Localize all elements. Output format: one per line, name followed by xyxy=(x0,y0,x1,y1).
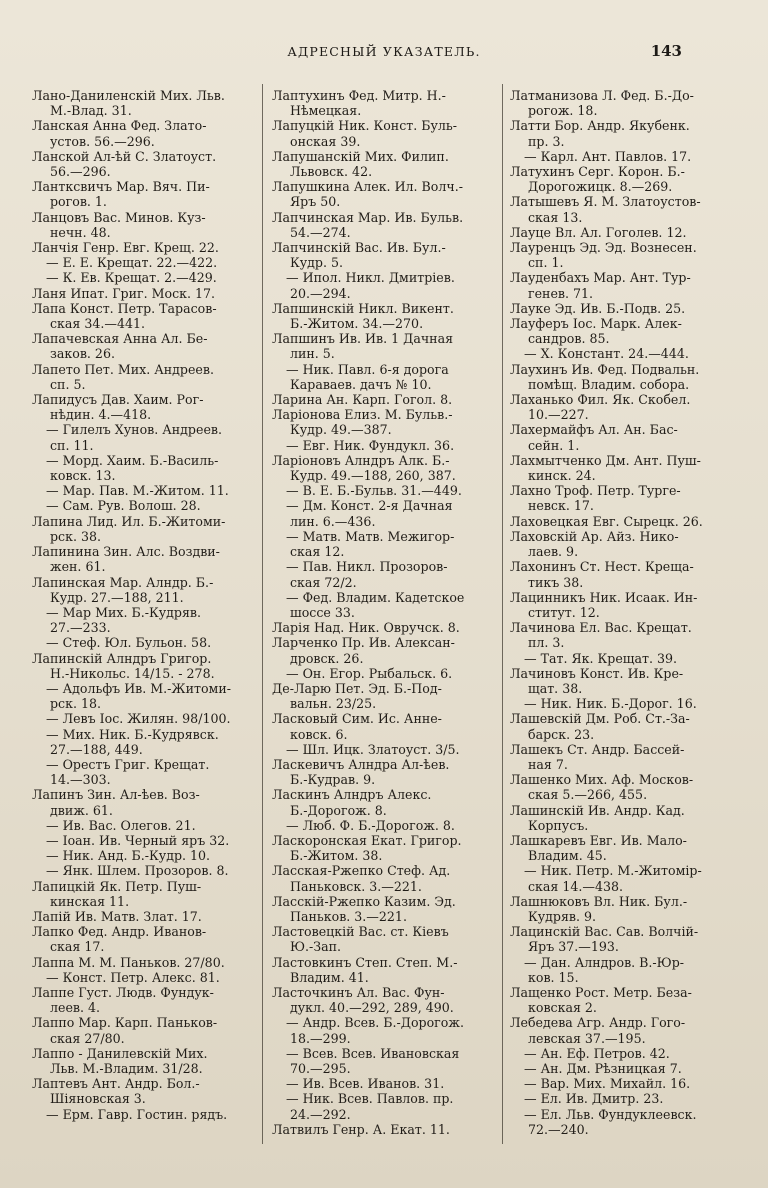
entry-continuation: 56.—296. xyxy=(50,164,111,180)
entry-continuation: сп. 11. xyxy=(50,437,94,453)
directory-entry: — Дм. Конст. 2-я Дачная xyxy=(286,498,453,514)
directory-entry: Ланской Ал-ѣй С. Златоуст. xyxy=(32,148,217,164)
directory-entry: — Ник. Павл. 6-я дорога xyxy=(286,361,449,377)
directory-entry: Лашнюковъ Вл. Ник. Бул.- xyxy=(510,893,688,909)
directory-entry: Ларченко Пр. Ив. Алексан- xyxy=(272,635,455,651)
directory-entry: — Ник. Анд. Б.-Кудр. 10. xyxy=(46,848,211,864)
directory-entry: Лачиновъ Конст. Ив. Кре- xyxy=(510,665,684,681)
directory-entry: Лапидусъ Дав. Хаим. Рог- xyxy=(32,392,204,408)
column-2 xyxy=(272,88,504,1137)
directory-entry: Лашкаревъ Евг. Ив. Мало- xyxy=(510,832,687,848)
entry-continuation: рск. 18. xyxy=(50,696,102,712)
directory-entry: — Вар. Мих. Михайл. 16. xyxy=(524,1076,691,1092)
entry-continuation: нечн. 48. xyxy=(50,224,111,240)
directory-entry: — Морд. Хаим. Б.-Василь- xyxy=(46,452,219,468)
entry-continuation: 18.—299. xyxy=(290,1030,351,1046)
entry-continuation: Владим. 45. xyxy=(528,848,607,864)
entry-continuation: вальн. 23/25. xyxy=(290,696,377,712)
entry-continuation: 24.—292. xyxy=(290,1106,351,1122)
directory-entry: Лапицкій Як. Петр. Пуш- xyxy=(32,878,202,894)
directory-entry: Лахмытченко Дм. Ант. Пуш- xyxy=(510,452,701,468)
directory-entry: Лапчинскій Вас. Ив. Бул.- xyxy=(272,240,446,256)
entry-continuation: заков. 26. xyxy=(50,346,115,362)
directory-entry: — К. Ев. Крещат. 2.—429. xyxy=(46,270,217,286)
directory-entry: Лаухинъ Ив. Фед. Подвальн. xyxy=(510,361,700,377)
entry-continuation: 27.—188, 449. xyxy=(50,741,143,757)
entry-continuation: ская 13. xyxy=(528,209,583,225)
entry-continuation: Паньков. 3.—221. xyxy=(290,908,407,924)
entry-continuation: рогов. 1. xyxy=(50,194,107,210)
entry-continuation: Паньковск. 3.—221. xyxy=(290,878,422,894)
directory-entry: Лаптухинъ Фед. Митр. Н.- xyxy=(272,88,446,103)
entry-continuation: движ. 61. xyxy=(50,802,113,818)
running-title: АДРЕСНЫЙ УКАЗАТЕЛЬ. xyxy=(287,44,481,59)
entry-continuation: сейн. 1. xyxy=(528,437,580,453)
entry-continuation: леев. 4. xyxy=(50,1000,101,1016)
directory-entry: Латухинъ Серг. Корон. Б.- xyxy=(510,164,685,180)
entry-continuation: сп. 5. xyxy=(50,376,86,392)
entry-continuation: щат. 38. xyxy=(528,680,583,696)
entry-continuation: сп. 1. xyxy=(528,255,564,271)
directory-entry: Лапшинъ Ив. Ив. 1 Дачная xyxy=(272,331,454,347)
entry-continuation: ская 14.—438. xyxy=(528,878,624,894)
entry-continuation: Яръ 37.—193. xyxy=(528,939,619,955)
directory-entry: — Ерм. Гавр. Гостин. рядъ. xyxy=(46,1106,228,1122)
directory-entry: Де-Ларю Пет. Эд. Б.-Под- xyxy=(272,680,442,696)
directory-entry: — Фед. Владим. Кадетское xyxy=(286,589,465,605)
entry-continuation: онская 39. xyxy=(290,133,361,149)
directory-entry: — Орестъ Григ. Крещат. xyxy=(46,756,210,772)
directory-entry: Ласковый Сим. Ис. Анне- xyxy=(272,711,442,727)
directory-entry: Лашекъ Ст. Андр. Бассей- xyxy=(510,741,685,757)
directory-entry: Ласская-Ржепко Стеф. Ад. xyxy=(272,863,451,879)
directory-entry: Лауце Вл. Ал. Гоголев. 12. xyxy=(510,224,687,240)
entry-continuation: дукл. 40.—292, 289, 490. xyxy=(290,1000,454,1016)
column-1 xyxy=(32,88,268,1122)
page-header xyxy=(0,44,768,64)
directory-entry: Ласкевичъ Алндра Ал-ѣев. xyxy=(272,756,450,772)
entry-continuation: нѣдин. 4.—418. xyxy=(50,407,152,423)
entry-continuation: рогож. 18. xyxy=(528,103,598,119)
directory-entry: — Е. Е. Крещат. 22.—422. xyxy=(46,255,218,271)
directory-entry: Лашенко Мих. Аф. Москов- xyxy=(510,772,694,788)
directory-entry: Лапето Пет. Мих. Андреев. xyxy=(32,361,214,377)
directory-entry: Лауренцъ Эд. Эд. Вознесен. xyxy=(510,240,697,256)
directory-entry: Лапчинская Мар. Ив. Бульв. xyxy=(272,209,464,225)
directory-entry: Ластовкинъ Степ. Степ. М.- xyxy=(272,954,458,970)
directory-entry: Лауферъ Іос. Марк. Алек- xyxy=(510,316,682,332)
directory-entry: Лапа Конст. Петр. Тарасов- xyxy=(32,300,217,316)
directory-entry: Латти Бор. Андр. Якубенк. xyxy=(510,118,690,134)
entry-continuation: Караваев. дачъ № 10. xyxy=(290,376,432,392)
directory-entry: Латвилъ Генр. А. Екат. 11. xyxy=(272,1121,450,1137)
entry-continuation: 14.—303. xyxy=(50,772,111,788)
entry-continuation: невск. 17. xyxy=(528,498,594,514)
entry-continuation: лин. 5. xyxy=(290,346,335,362)
directory-entry: Лапинъ Зин. Ал-ѣев. Воз- xyxy=(32,787,200,803)
directory-entry: Лапушанскій Мих. Филип. xyxy=(272,148,449,164)
directory-entry: Ласскій-Ржепко Казим. Эд. xyxy=(272,893,456,909)
entry-continuation: помѣщ. Владим. собора. xyxy=(528,376,690,392)
entry-continuation: 10.—227. xyxy=(528,407,589,423)
directory-entry: Лахермайфъ Ал. Ан. Бас- xyxy=(510,422,678,438)
directory-entry: — Адольфъ Ив. М.-Житоми- xyxy=(46,680,231,696)
entry-continuation: пл. 3. xyxy=(528,635,565,651)
directory-entry: Лауке Эд. Ив. Б.-Подв. 25. xyxy=(510,300,686,316)
directory-entry: Ланчія Генр. Евг. Крещ. 22. xyxy=(32,240,219,256)
directory-entry: Лащенко Рост. Метр. Беза- xyxy=(510,984,692,1000)
entry-continuation: жен. 61. xyxy=(50,559,106,575)
entry-continuation: Владим. 41. xyxy=(290,969,369,985)
entry-continuation: Ю.-Зап. xyxy=(290,939,342,955)
directory-entry: Лаптевъ Ант. Андр. Бол.- xyxy=(32,1076,200,1092)
entry-continuation: Льв. М.-Владим. 31/28. xyxy=(50,1061,203,1076)
directory-entry: Ласкинъ Алндръ Алекс. xyxy=(272,787,432,803)
directory-entry: Лахно Троф. Петр. Турге- xyxy=(510,483,681,499)
entry-continuation: сандров. 85. xyxy=(528,331,610,347)
entry-continuation: ковск. 13. xyxy=(50,468,116,484)
directory-entry: — Ипол. Никл. Дмитріев. xyxy=(286,270,455,286)
entry-continuation: Б.-Житом. 34.—270. xyxy=(290,316,424,332)
entry-continuation: Б.-Кудрав. 9. xyxy=(290,772,376,788)
directory-entry: — Ел. Ив. Дмитр. 23. xyxy=(524,1091,664,1107)
entry-continuation: рск. 38. xyxy=(50,528,102,544)
directory-entry: Лапина Лид. Ил. Б.-Житоми- xyxy=(32,513,226,529)
entry-continuation: Львовск. 42. xyxy=(290,164,373,180)
directory-entry: — Мар. Пав. М.-Житом. 11. xyxy=(46,483,229,499)
entry-continuation: кинск. 24. xyxy=(528,468,596,484)
entry-continuation: Корпусъ. xyxy=(528,817,589,833)
directory-entry: — Мих. Ник. Б.-Кудрявск. xyxy=(46,726,219,742)
directory-entry: — Он. Егор. Рыбальск. 6. xyxy=(286,665,453,681)
directory-entry: Лебедева Агр. Андр. Гого- xyxy=(510,1015,686,1031)
entry-continuation: ковск. 6. xyxy=(290,726,348,742)
entry-continuation: Нѣмецкая. xyxy=(290,103,362,119)
entry-continuation: ститут. 12. xyxy=(528,604,600,620)
directory-entry: Лапій Ив. Матв. Злат. 17. xyxy=(32,908,202,924)
directory-entry: — Янк. Шлем. Прозоров. 8. xyxy=(46,863,229,879)
directory-entry: — В. Е. Б.-Бульв. 31.—449. xyxy=(286,483,462,499)
entry-continuation: Б.-Дорогож. 8. xyxy=(290,802,387,818)
entry-continuation: ков. 15. xyxy=(528,969,579,985)
entry-continuation: ская 34.—441. xyxy=(50,316,146,332)
directory-entry: — Ив. Вас. Олегов. 21. xyxy=(46,817,196,833)
directory-entry: Ласкоронская Екат. Григор. xyxy=(272,832,462,848)
entry-continuation: шоссе 33. xyxy=(290,604,355,620)
directory-entry: — Ник. Петр. М.-Житомір- xyxy=(524,863,702,879)
entry-continuation: левская 37.—195. xyxy=(528,1030,646,1046)
directory-entry: — Ел. Льв. Фундуклеевск. xyxy=(524,1106,697,1122)
page-number: 143 xyxy=(650,42,682,60)
entry-continuation: Н.-Никольс. 14/15. - 278. xyxy=(50,665,215,681)
directory-entry: — Люб. Ф. Б.-Дорогож. 8. xyxy=(286,817,455,833)
directory-entry: — Ан. Дм. Рѣзницкая 7. xyxy=(524,1061,682,1076)
directory-entry: Лашинскій Ив. Андр. Кад. xyxy=(510,802,685,818)
directory-entry: — Андр. Всев. Б.-Дорогож. xyxy=(286,1015,464,1031)
directory-entry: — Конст. Петр. Алекс. 81. xyxy=(46,969,220,985)
directory-entry: Лаппа М. М. Паньков. 27/80. xyxy=(32,954,225,970)
directory-entry: — Карл. Ант. Павлов. 17. xyxy=(524,148,692,164)
directory-entry: Лано-Даниленскій Мих. Льв. xyxy=(32,88,225,103)
entry-continuation: генев. 71. xyxy=(528,285,594,301)
directory-entry: Лаппе Густ. Людв. Фундук- xyxy=(32,984,214,1000)
directory-entry: — Ан. Еф. Петров. 42. xyxy=(524,1045,670,1061)
directory-entry: — Мар Мих. Б.-Кудряв. xyxy=(46,604,201,620)
directory-entry: — Евг. Ник. Фундукл. 36. xyxy=(286,437,455,453)
directory-entry: — Стеф. Юл. Бульон. 58. xyxy=(46,635,212,651)
directory-entry: Латманизова Л. Фед. Б.-До- xyxy=(510,88,694,103)
entry-continuation: 70.—295. xyxy=(290,1061,351,1076)
entry-continuation: Шіяновская 3. xyxy=(50,1091,146,1107)
entry-continuation: Кудр. 5. xyxy=(290,255,343,271)
directory-entry: — Дан. Алндров. В.-Юр- xyxy=(524,954,685,970)
directory-entry: — Пав. Никл. Прозоров- xyxy=(286,559,448,575)
directory-entry: Ластовецкій Вас. ст. Кіевъ xyxy=(272,924,449,940)
entry-continuation: ная 7. xyxy=(528,756,568,772)
directory-entry: Лаханько Фил. Як. Скобел. xyxy=(510,392,691,408)
directory-entry: — Гилелъ Хунов. Андреев. xyxy=(46,422,222,438)
directory-entry: Лацинникъ Ник. Исаак. Ин- xyxy=(510,589,698,605)
directory-entry: — Ник. Всев. Павлов. пр. xyxy=(286,1091,454,1107)
entry-continuation: Кудряв. 9. xyxy=(528,908,597,924)
entry-continuation: кинская 11. xyxy=(50,893,130,909)
entry-continuation: Кудр. 49.—188, 260, 387. xyxy=(290,468,456,484)
directory-entry: Ларія Над. Ник. Овручск. 8. xyxy=(272,620,460,636)
entry-continuation: ская 5.—266, 455. xyxy=(528,787,648,803)
directory-entry: Лапуцкій Ник. Конст. Буль- xyxy=(272,118,457,134)
directory-entry: Лашевскій Дм. Роб. Ст.-За- xyxy=(510,711,690,727)
directory-entry: Ланя Ипат. Григ. Моск. 17. xyxy=(32,285,216,301)
entry-continuation: 72.—240. xyxy=(528,1121,589,1137)
directory-entry: Ларина Ан. Карп. Гогол. 8. xyxy=(272,392,453,408)
directory-entry: Лацинскій Вас. Сав. Волчій- xyxy=(510,924,699,940)
entry-continuation: Кудр. 27.—188, 211. xyxy=(50,589,184,605)
entry-continuation: тикъ 38. xyxy=(528,574,584,590)
entry-continuation: ская 27/80. xyxy=(50,1030,125,1046)
directory-entry: Ларіонова Елиз. М. Бульв.- xyxy=(272,407,453,423)
entry-continuation: ская 12. xyxy=(290,544,345,560)
directory-entry: — Шл. Ицк. Златоуст. 3/5. xyxy=(286,741,460,757)
directory-entry: Лапинина Зин. Алс. Воздви- xyxy=(32,544,220,560)
directory-entry: Лауденбахъ Мар. Ант. Тур- xyxy=(510,270,691,286)
entry-continuation: лаев. 9. xyxy=(528,544,579,560)
entry-continuation: Б.-Житом. 38. xyxy=(290,848,383,864)
directory-entry: — Ник. Ник. Б.-Дорог. 16. xyxy=(524,696,697,712)
entry-continuation: 54.—274. xyxy=(290,224,351,240)
directory-entry: Ларіоновъ Алндръ Алк. Б.- xyxy=(272,452,450,468)
directory-entry: — Левъ Іос. Жилян. 98/100. xyxy=(46,711,231,727)
directory-entry: Лаховскій Ар. Айз. Нико- xyxy=(510,528,679,544)
directory-entry: Лачинова Ел. Вас. Крещат. xyxy=(510,620,692,636)
entry-continuation: барск. 23. xyxy=(528,726,595,742)
entry-continuation: Дорогожицк. 8.—269. xyxy=(528,179,673,195)
directory-entry: Ласточкинъ Ал. Вас. Фун- xyxy=(272,984,445,1000)
directory-entry: Лапинская Мар. Алндр. Б.- xyxy=(32,574,214,590)
directory-entry: Лапшинскій Никл. Викент. xyxy=(272,300,454,316)
directory-entry: Ланцовъ Вас. Минов. Куз- xyxy=(32,209,206,225)
entry-continuation: пр. 3. xyxy=(528,133,565,149)
directory-entry: Лапушкина Алек. Ил. Волч.- xyxy=(272,179,463,195)
entry-continuation: М.-Влад. 31. xyxy=(50,103,132,119)
entry-continuation: Кудр. 49.—387. xyxy=(290,422,392,438)
directory-entry: Лаховецкая Евг. Сырецк. 26. xyxy=(510,513,703,529)
directory-entry: Лапинскій Алндръ Григор. xyxy=(32,650,212,666)
directory-entry: Латышевъ Я. М. Златоустов- xyxy=(510,194,701,210)
entry-continuation: лин. 6.—436. xyxy=(290,513,376,529)
directory-entry: — Ив. Всев. Иванов. 31. xyxy=(286,1076,445,1092)
directory-entry: Лаппо - Данилевскій Мих. xyxy=(32,1045,208,1061)
directory-entry: Ланская Анна Фед. Злато- xyxy=(32,118,207,134)
entry-continuation: 27.—233. xyxy=(50,620,111,636)
directory-entry: — Матв. Матв. Межигор- xyxy=(286,528,455,544)
directory-entry: — Х. Констант. 24.—444. xyxy=(524,346,689,362)
directory-entry: Лапко Фед. Андр. Иванов- xyxy=(32,924,207,940)
entry-continuation: ская 17. xyxy=(50,939,105,955)
directory-entry: — Іоан. Ив. Черный яръ 32. xyxy=(46,832,230,848)
directory-entry: — Сам. Рув. Волош. 28. xyxy=(46,498,201,514)
entry-continuation: устов. 56.—296. xyxy=(50,133,155,149)
column-3 xyxy=(510,88,748,1137)
entry-continuation: ская 72/2. xyxy=(290,574,357,590)
entry-continuation: Яръ 50. xyxy=(290,194,341,210)
directory-entry: Лахонинъ Ст. Нест. Крещa- xyxy=(510,559,694,575)
entry-continuation: дровск. 26. xyxy=(290,650,364,666)
directory-entry: — Тат. Як. Крещат. 39. xyxy=(524,650,678,666)
directory-entry: Лантксвичъ Мар. Вяч. Пи- xyxy=(32,179,210,195)
directory-entry: Лаппо Мар. Карп. Паньков- xyxy=(32,1015,218,1031)
directory-entry: Лапачевская Анна Ал. Бе- xyxy=(32,331,208,347)
directory-entry: — Всев. Всев. Ивановская xyxy=(286,1045,460,1061)
entry-continuation: 20.—294. xyxy=(290,285,351,301)
entry-continuation: ковская 2. xyxy=(528,1000,597,1016)
